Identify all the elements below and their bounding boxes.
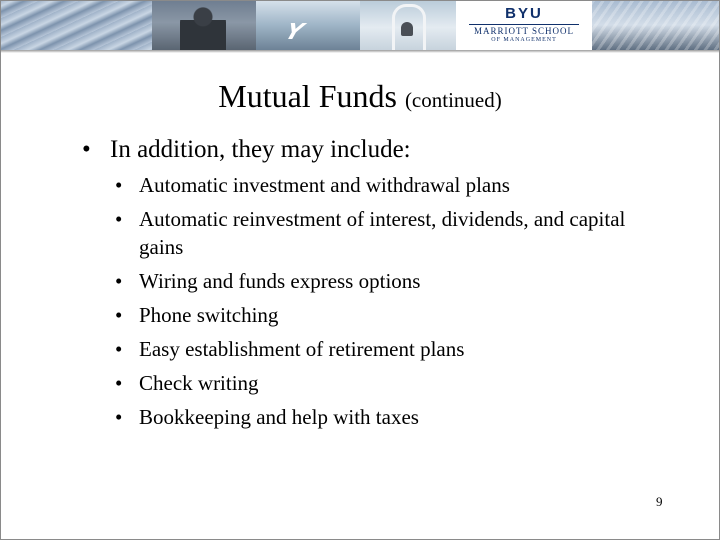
bullet-icon: •	[115, 173, 123, 197]
list-item-text: Automatic reinvestment of interest, dividends, and capital gains	[139, 207, 626, 259]
bullet-icon: •	[115, 337, 123, 361]
title-sub: (continued)	[404, 88, 502, 112]
bullet-icon: •	[115, 303, 123, 327]
list-item-text: Phone switching	[139, 303, 279, 327]
intro-text: In addition, they may include:	[110, 136, 411, 163]
bullet-icon: •	[82, 136, 91, 163]
bullet-icon: •	[115, 405, 123, 429]
list-item-text: Automatic investment and withdrawal plans	[139, 173, 510, 197]
list-item-text: Easy establishment of retirement plans	[139, 337, 465, 361]
page-number: 9	[656, 494, 663, 509]
list-item-text: Check writing	[139, 371, 259, 395]
logo-subtitle: OF MANAGEMENT	[491, 37, 557, 43]
title-main: Mutual Funds	[218, 78, 397, 114]
logo-school: MARRIOTT SCHOOL	[473, 26, 575, 36]
mountain-y-mark: Y	[281, 20, 307, 45]
logo-wordmark: BYU	[505, 5, 543, 22]
list-item-text: Bookkeeping and help with taxes	[139, 405, 419, 429]
bullet-icon: •	[115, 371, 123, 395]
list-item-text: Wiring and funds express options	[139, 269, 421, 293]
bullet-icon: •	[115, 207, 123, 231]
bullet-icon: •	[115, 269, 123, 293]
